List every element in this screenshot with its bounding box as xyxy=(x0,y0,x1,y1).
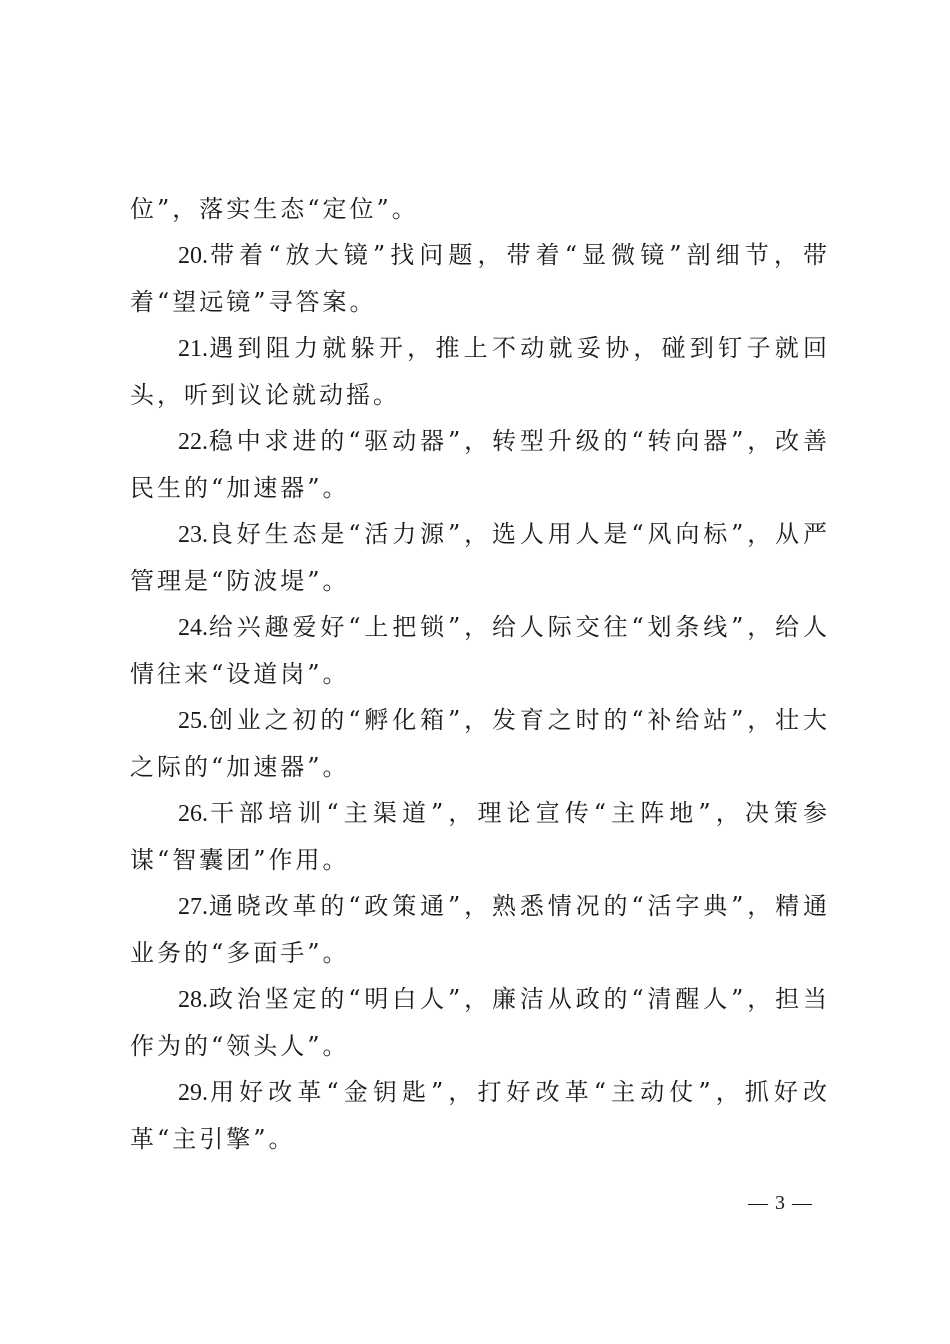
item-text: 遇到阻力就躲开，推上不动就妥协，碰到钉子就回头，听到议论就动摇。 xyxy=(130,334,830,409)
list-item xyxy=(130,325,830,418)
list-item xyxy=(130,418,830,511)
item-text: 良好生态是“活力源”，选人用人是“风向标”，从严管理是“防波堤”。 xyxy=(130,520,830,595)
list-item xyxy=(130,790,830,883)
item-text: 干部培训“主渠道”，理论宣传“主阵地”，决策参谋“智囊团”作用。 xyxy=(130,799,830,874)
list-item xyxy=(130,697,830,790)
list-item xyxy=(130,1069,830,1162)
item-text: 政治坚定的“明白人”，廉洁从政的“清醒人”，担当作为的“领头人”。 xyxy=(130,985,830,1060)
page-number: — 3 — xyxy=(748,1192,813,1214)
item-number: 21. xyxy=(178,336,208,362)
item-number: 29. xyxy=(178,1080,208,1106)
item-number: 23. xyxy=(178,522,208,548)
item-text: 创业之初的“孵化箱”，发育之时的“补给站”，壮大之际的“加速器”。 xyxy=(130,706,830,781)
item-number: 28. xyxy=(178,987,208,1013)
item-number: 24. xyxy=(178,615,208,641)
list-item xyxy=(130,883,830,976)
list-item xyxy=(130,511,830,604)
document-body xyxy=(130,186,830,1162)
item-text: 通晓改革的“政策通”，熟悉情况的“活字典”，精通业务的“多面手”。 xyxy=(130,892,830,967)
list-item xyxy=(130,232,830,325)
item-text: 稳中求进的“驱动器”，转型升级的“转向器”，改善民生的“加速器”。 xyxy=(130,427,830,502)
item-text: 用好改革“金钥匙”，打好改革“主动仗”，抓好改革“主引擎”。 xyxy=(130,1078,830,1153)
item-number: 26. xyxy=(178,801,208,827)
list-item xyxy=(130,604,830,697)
item-number: 20. xyxy=(178,243,208,269)
item-text: 带着“放大镜”找问题，带着“显微镜”剖细节，带着“望远镜”寻答案。 xyxy=(130,241,830,316)
list-item xyxy=(130,976,830,1069)
item-number: 27. xyxy=(178,894,208,920)
item-text: 给兴趣爱好“上把锁”，给人际交往“划条线”，给人情往来“设道岗”。 xyxy=(130,613,830,688)
continuation-paragraph: 位”，落实生态“定位”。 xyxy=(130,195,419,223)
item-number: 25. xyxy=(178,708,208,734)
item-number: 22. xyxy=(178,429,208,455)
